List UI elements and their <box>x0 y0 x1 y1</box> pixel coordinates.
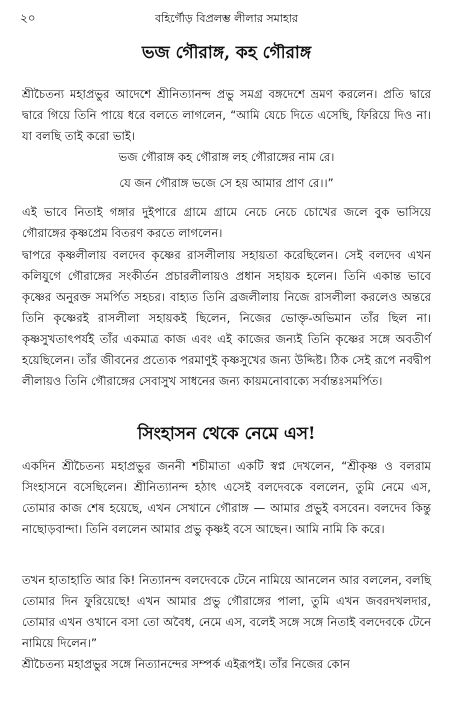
paragraph: এই ভাবে নিতাই গঙ্গার দুইপারে গ্রামে গ্রামে নেচে নেচে চোখের জলে বুক ভাসিয়ে গৌরাঙ্গের কৃষ্ণপ্রেম বিতরণ করতে লাগলেন। <box>22 205 431 240</box>
paragraph: শ্রীচৈতন্য মহাপ্রভুর আদেশে শ্রীনিত্যানন্দ প্রভু সমগ্র বঙ্গদেশে ভ্রমণ করলেন। প্রতি দ্বারে দ্বারে গিয়ে তিনি পায়ে ধরে বলতে লাগলেন, “আমি যেচে দিতে এসেছি, ফিরিয়ে দিও না। যা বলছি তাই করো ভাই। <box>22 87 431 143</box>
page-header <box>20 10 433 30</box>
verse-line: যে জন গৌরাঙ্গ ভজে সে হয় আমার প্রাণ রে।।” <box>119 176 334 190</box>
paragraph: শ্রীচৈতন্য মহাপ্রভুর সঙ্গে নিত্যানন্দের সম্পর্ক এইরূপই। তাঁর নিজের কোন <box>22 657 350 671</box>
section-title-singhasan: সিংহাসন থেকে নেমে এস! <box>137 424 316 444</box>
page-number: ২০ <box>20 11 36 25</box>
section-title-bhaja-gauranga: ভজ গৌরাঙ্গ, কহ গৌরাঙ্গ <box>141 43 312 63</box>
paragraph: একদিন শ্রীচৈতন্য মহাপ্রভুর জননী শচীমাতা একটি স্বপ্ন দেখলেন, “শ্রীকৃষ্ণ ও বলরাম সিংহাসনে বসেছিলেন। শ্রীনিত্যানন্দ হঠাৎ এসেই বলদেবকে বললেন, তুমি নেমে এস, তোমার কাজ শেষ হয়েছে, এখন সেখানে গৌরাঙ্গ — আমার প্রভুই বসবেন। বলদেব কিন্তু নাছোড়বান্দা। তিনি বললেন আমার প্রভু কৃষ্ণই বসে আছেন। আমি নামি কি করে। <box>22 459 431 536</box>
paragraph: তখন হাতাহাতি আর কি! নিত্যানন্দ বলদেবকে টেনে নামিয়ে আনলেন আর বললেন, বলছি তোমার দিন ফুরিয়েছে! এখন আমার প্রভু গৌরাঙ্গের পালা, তুমি এখন জবরদখলদার, তোমার এখন ওখানে বসা তো অবৈধ, নেমে এস, বলেই সঙ্গে সঙ্গে নিতাই বলদেবকে টেনে নামিয়ে দিলেন।” <box>22 573 431 650</box>
paragraph: দ্বাপরে কৃষ্ণলীলায় বলদেব কৃষ্ণের রাসলীলায় সহায়তা করেছিলেন। সেই বলদেব এখন কলিযুগে গৌরাঙ্গের সংকীর্তন প্রচারলীলায়ও প্রধান সহায়ক হলেন। তিনি একান্ত ভাবে কৃষ্ণের অনুরক্ত সমর্পিত সহচর। বাহ্যত তিনি ব্রজলীলায় নিজে রাসলীলা করলেও অন্তরে তিনি কৃষ্ণেরই রাসলীলা সহায়কই ছিলেন, নিজের ভোক্তৃ-অভিমান তাঁর ছিল না। কৃষ্ণসুখতাৎপর্যই তাঁর একমাত্র কাজ এবং এই কাজের জন্যই তিনি কৃষ্ণের সঙ্গে অবতীর্ণ হয়েছিলেন। তাঁর জীবনের প্রত্যেক পরমাণুই কৃষ্ণসুখের জন্য উদ্দিষ্ট। ঠিক সেই রূপে নবদ্বীপ লীলায়ও তিনি গৌরাঙ্গের সেবাসুখ সাধনের জন্য কায়মনোবাক্যে সর্বান্তঃসমর্পিত। <box>22 248 431 388</box>
running-title: বহির্গৌড় বিপ্রলম্ভ লীলার সমাহার <box>155 12 298 25</box>
verse-line: ভজ গৌরাঙ্গ কহ গৌরাঙ্গ লহ গৌরাঙ্গের নাম রে। <box>118 150 335 164</box>
